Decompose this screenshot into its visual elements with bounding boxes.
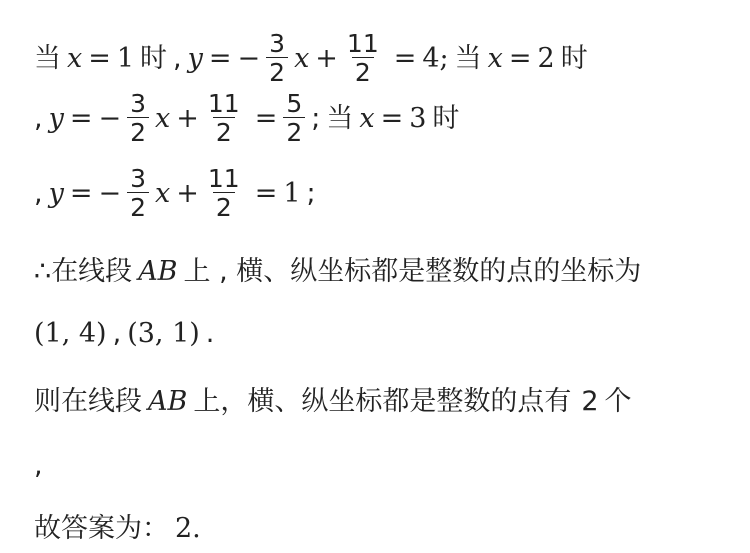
cn-shi: 时 bbox=[140, 42, 168, 74]
var-x: x bbox=[155, 102, 171, 134]
fraction-11-over-2 bbox=[205, 165, 243, 221]
fraction-11-over-2 bbox=[344, 30, 382, 86]
plus-sign: + bbox=[176, 102, 199, 134]
solution-line-7 bbox=[34, 452, 43, 479]
semicolon: ; bbox=[311, 102, 321, 134]
fraction-numerator: 11 bbox=[207, 89, 240, 118]
answer-label: 故答案为： bbox=[34, 513, 169, 544]
segment-ab: AB bbox=[138, 256, 178, 287]
minus-sign: − bbox=[98, 102, 122, 134]
value-1: 1 bbox=[116, 42, 135, 74]
point-1-4: (1, 4) bbox=[34, 318, 107, 349]
result-value: 1 bbox=[283, 177, 301, 209]
fraction-numerator: 11 bbox=[346, 29, 379, 58]
var-x: x bbox=[487, 42, 503, 74]
solution-line-5 bbox=[34, 320, 214, 347]
fraction-denominator: 2 bbox=[213, 192, 235, 221]
minus-sign: − bbox=[237, 42, 261, 74]
cn-when: 当 bbox=[326, 102, 354, 134]
answer-value: 2. bbox=[175, 513, 201, 544]
equals-sign: = bbox=[208, 42, 232, 74]
fraction-denominator: 2 bbox=[127, 192, 149, 221]
comma: , bbox=[34, 177, 43, 209]
segment-ab: AB bbox=[148, 386, 188, 417]
solution-line-4 bbox=[34, 258, 641, 285]
equals-sign: = bbox=[254, 177, 278, 209]
point-3-1: (3, 1) bbox=[127, 318, 200, 349]
fraction-numerator: 3 bbox=[130, 89, 147, 118]
text-segment: 在线段 bbox=[51, 256, 133, 287]
fraction-denominator: 2 bbox=[283, 117, 305, 146]
fraction-numerator: 11 bbox=[207, 164, 240, 193]
equals-sign: = bbox=[88, 42, 111, 74]
equals-sign: = bbox=[380, 102, 404, 134]
solution-line-1 bbox=[34, 30, 588, 86]
fraction-3-over-2 bbox=[266, 30, 288, 86]
fraction-denominator: 2 bbox=[352, 57, 374, 86]
var-x: x bbox=[359, 102, 375, 134]
count-value: 2 bbox=[581, 386, 599, 417]
cn-when: 当 bbox=[454, 42, 482, 74]
fraction-numerator: 3 bbox=[269, 29, 286, 58]
answer-line bbox=[34, 515, 201, 542]
equals-sign: = bbox=[508, 42, 532, 74]
solution-line-6 bbox=[34, 388, 632, 415]
var-y: y bbox=[187, 42, 203, 74]
comma: , bbox=[34, 450, 43, 481]
plus-sign: + bbox=[315, 42, 338, 74]
fraction-numerator: 3 bbox=[130, 164, 147, 193]
text-segment: 上，横、纵坐标都是整数的点有 bbox=[193, 386, 572, 417]
equals-sign: = bbox=[69, 177, 93, 209]
plus-sign: + bbox=[176, 177, 199, 209]
cn-shi: 时 bbox=[560, 42, 588, 74]
value-2: 2 bbox=[537, 42, 555, 74]
text-segment: 上 , 横、纵坐标都是整数的点的坐标为 bbox=[183, 256, 642, 287]
period: . bbox=[205, 318, 215, 349]
equals-sign: = bbox=[69, 102, 93, 134]
text-segment: 则在线段 bbox=[34, 386, 142, 417]
var-x: x bbox=[294, 42, 310, 74]
therefore-symbol: ∴ bbox=[34, 256, 52, 287]
var-x: x bbox=[155, 177, 171, 209]
value-3: 3 bbox=[409, 102, 427, 134]
cn-when: 当 bbox=[34, 42, 61, 74]
comma: , bbox=[34, 102, 43, 134]
result-value: 4; bbox=[422, 42, 449, 74]
fraction-5-over-2 bbox=[283, 90, 305, 146]
fraction-denominator: 2 bbox=[213, 117, 235, 146]
fraction-numerator: 5 bbox=[286, 89, 303, 118]
var-y: y bbox=[48, 102, 64, 134]
var-x: x bbox=[67, 42, 83, 74]
equals-sign: = bbox=[254, 102, 278, 134]
fraction-3-over-2 bbox=[127, 90, 149, 146]
solution-line-3 bbox=[34, 165, 316, 221]
fraction-denominator: 2 bbox=[266, 57, 288, 86]
semicolon: ; bbox=[306, 177, 316, 209]
equals-sign: = bbox=[393, 42, 417, 74]
fraction-3-over-2 bbox=[127, 165, 149, 221]
cn-shi: 时 bbox=[432, 102, 460, 134]
fraction-11-over-2 bbox=[205, 90, 243, 146]
comma: , bbox=[173, 42, 182, 74]
fraction-denominator: 2 bbox=[127, 117, 149, 146]
minus-sign: − bbox=[98, 177, 122, 209]
unit-ge: 个 bbox=[604, 386, 632, 417]
solution-line-2 bbox=[34, 90, 459, 146]
comma: , bbox=[112, 318, 122, 349]
var-y: y bbox=[48, 177, 64, 209]
